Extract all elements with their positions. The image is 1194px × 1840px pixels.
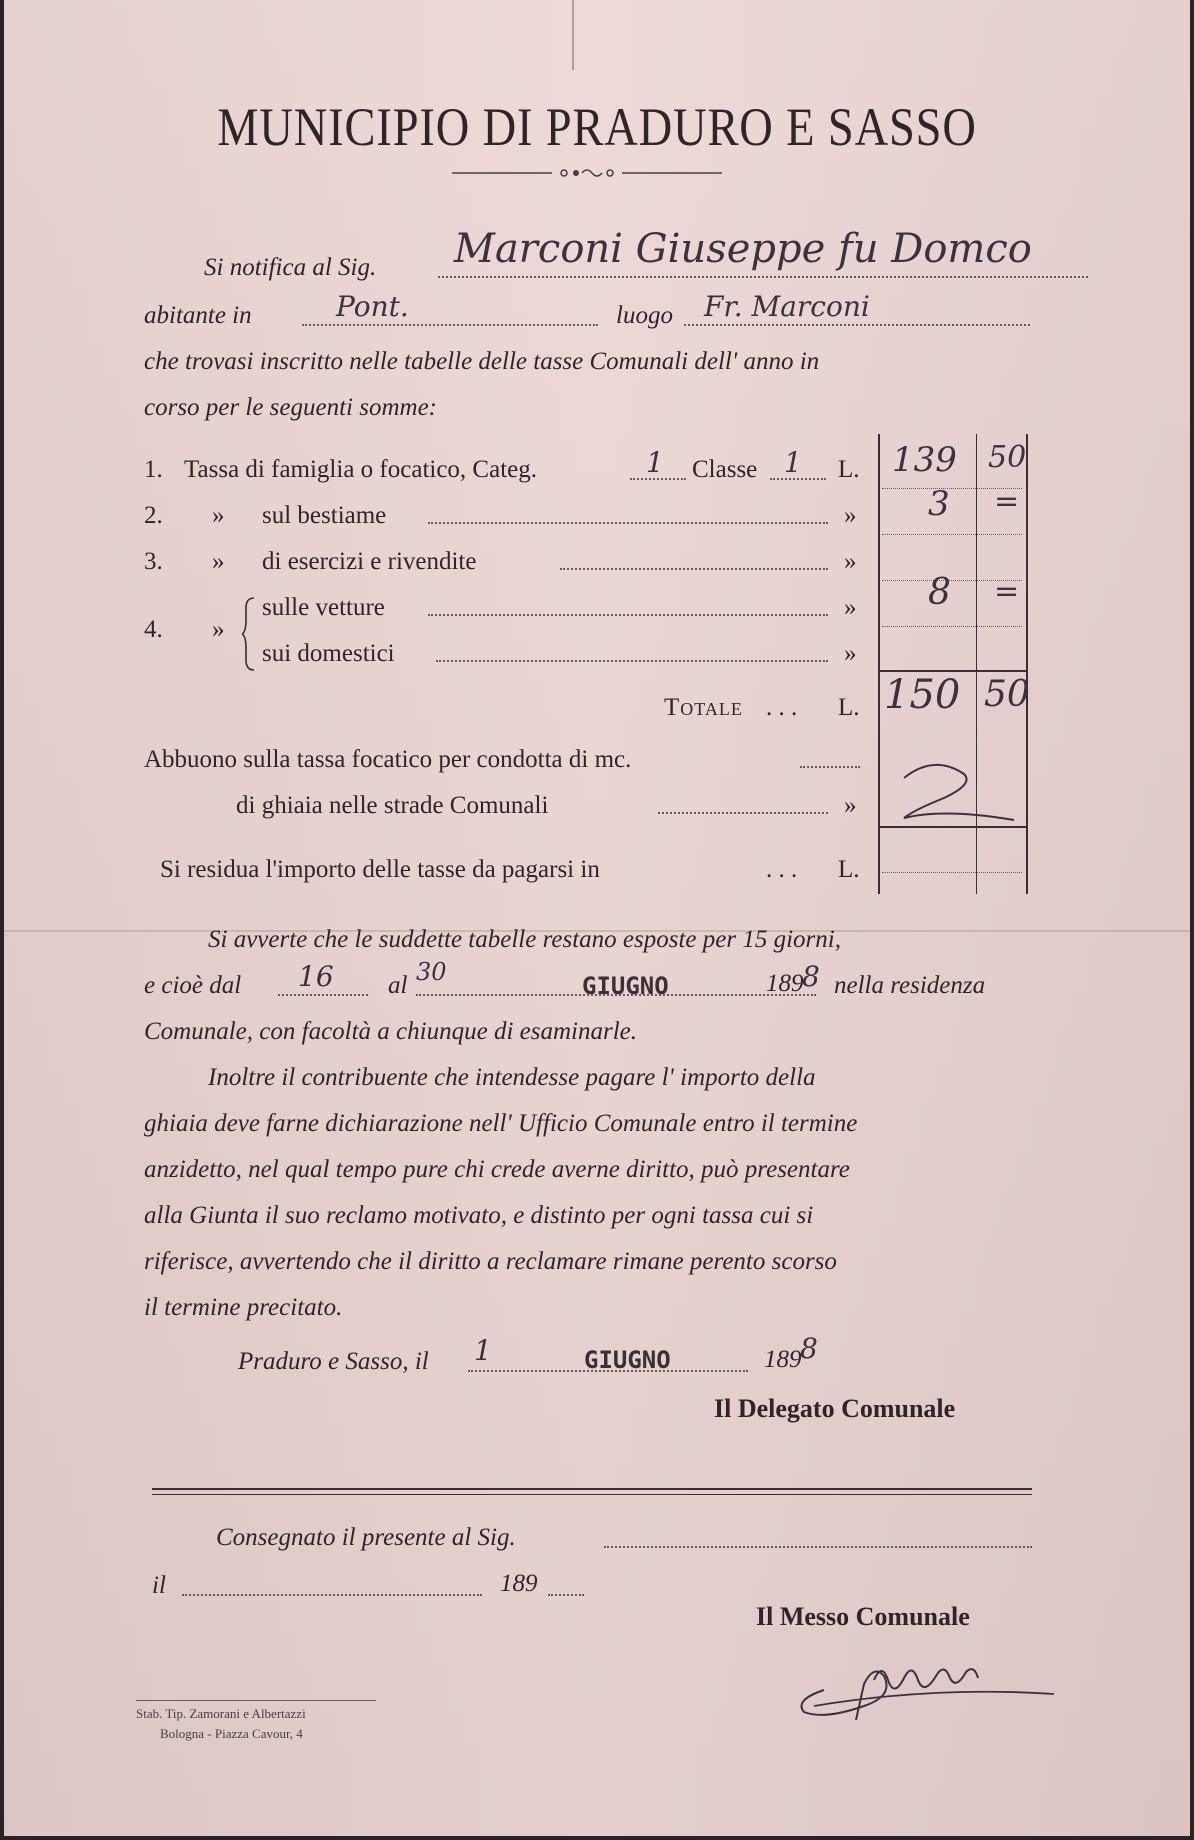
p1-line1: Si avverte che le suddette tabelle restano esposte per 15 giorni, <box>208 926 841 953</box>
receipt-year-prefix: 189 <box>500 1570 538 1597</box>
document-sheet <box>4 0 1190 1836</box>
luogo-label: luogo <box>616 302 673 329</box>
receipt-name-line <box>604 1546 1032 1548</box>
row3-quote: » <box>212 548 225 575</box>
total-lire: 150 <box>884 672 961 718</box>
messo-signature <box>784 1650 1084 1720</box>
table-left-rule <box>878 434 880 894</box>
p1-dal: 16 <box>298 960 334 993</box>
p2-line5: riferisce, avvertendo che il diritto a reclamare rimane perento scorso <box>144 1248 837 1275</box>
row4b-dots <box>436 660 828 662</box>
receipt-il: il <box>152 1572 166 1599</box>
p1-e-cioe: e cioè dal <box>144 972 242 999</box>
row2-cent: = <box>994 484 1020 519</box>
separator-rule-bottom <box>152 1494 1032 1495</box>
receipt-consegnato: Consegnato il presente al Sig. <box>216 1524 516 1551</box>
row3-label: di esercizi e rivendite <box>262 548 477 575</box>
p1-year-hand: 8 <box>802 960 820 993</box>
total-dots: . . . <box>766 694 798 721</box>
row1-number: 1. <box>144 456 163 483</box>
title-ornament <box>452 166 722 180</box>
row1-cent: 50 <box>988 440 1027 475</box>
row4a-dots <box>428 614 828 616</box>
row4-quote: » <box>212 616 225 643</box>
sign-year-hand: 8 <box>800 1332 818 1365</box>
table-right-rule <box>1026 434 1028 894</box>
cell-rule-2 <box>882 534 1022 535</box>
table-cent-rule <box>976 434 977 894</box>
abbuono-dots <box>658 812 828 814</box>
separator-rule-top <box>152 1488 1032 1490</box>
row3-dots <box>560 568 828 570</box>
cell-rule-4 <box>882 626 1022 627</box>
printer-line1: Stab. Tip. Zamorani e Albertazzi <box>136 1706 306 1721</box>
total-cent: 50 <box>984 674 1030 715</box>
abbuono-line2: di ghiaia nelle strade Comunali <box>236 792 549 819</box>
row2-dots <box>428 522 828 524</box>
residua-currency: L. <box>838 856 860 883</box>
row1-classe-label: Classe <box>692 456 758 483</box>
abbuono-rule <box>878 826 1028 828</box>
residua-label: Si residua l'importo delle tasse da pagarsi in <box>160 856 600 883</box>
document-title: MUNICIPIO DI PRADURO E SASSO <box>217 97 977 157</box>
row1-label: Tassa di famiglia o focatico, Categ. <box>184 456 537 483</box>
row4a-label: sulle vetture <box>262 594 385 621</box>
total-currency: L. <box>838 694 860 721</box>
notice-intro: Si notifica al Sig. <box>204 254 377 281</box>
paper-tear <box>572 0 574 70</box>
printer-line2: Bologna - Piazza Cavour, 4 <box>160 1726 303 1741</box>
abbuono-dash-mark <box>884 756 1024 822</box>
name-line <box>438 276 1088 278</box>
sign-month-stamp: GIUGNO <box>584 1346 671 1374</box>
row1-classe: 1 <box>784 446 802 479</box>
row4a-cent: = <box>994 574 1020 609</box>
abbuono-mc-line <box>800 766 860 768</box>
sign-place: Praduro e Sasso, il <box>238 1348 429 1375</box>
receipt-date-line <box>182 1594 482 1596</box>
row4-brace <box>242 596 256 672</box>
luogo-line <box>684 324 1030 326</box>
row4a-lire: 8 <box>928 572 951 613</box>
row4-number: 4. <box>144 616 163 643</box>
receipt-year-line <box>548 1594 584 1596</box>
row2-mark: » <box>844 502 857 529</box>
delegate-title: Il Delegato Comunale <box>714 1394 956 1423</box>
cell-rule-5 <box>882 872 1022 873</box>
row2-number: 2. <box>144 502 163 529</box>
row2-quote: » <box>212 502 225 529</box>
residua-dots: . . . <box>766 856 798 883</box>
abitante-value: Pont. <box>336 290 409 323</box>
recipient-name-handwritten: Marconi Giuseppe fu Domco <box>454 226 1032 272</box>
p2-line6: il termine precitato. <box>144 1294 343 1321</box>
row1-categ: 1 <box>646 446 664 479</box>
row1-lire: 139 <box>892 440 957 480</box>
row4b-label: sui domestici <box>262 640 395 667</box>
notice-line3: che trovasi inscritto nelle tabelle delle tasse Comunali dell' anno in <box>144 348 820 375</box>
p1-tail: nella residenza <box>834 972 986 999</box>
p1-al-label: al <box>388 972 408 999</box>
row1-currency: L. <box>838 456 860 483</box>
abitante-line <box>302 324 598 326</box>
row3-number: 3. <box>144 548 163 575</box>
p1-al: 30 <box>416 958 447 986</box>
p2-line1: Inoltre il contribuente che intendesse pagare l' importo della <box>208 1064 816 1091</box>
luogo-value: Fr. Marconi <box>704 290 870 323</box>
total-label: Totale <box>664 694 743 721</box>
abbuono-line1: Abbuono sulla tassa focatico per condotta di mc. <box>144 746 632 773</box>
row2-label: sul bestiame <box>262 502 387 529</box>
row4b-mark: » <box>844 640 857 667</box>
p2-line3: anzidetto, nel qual tempo pure chi crede averne diritto, può presentare <box>144 1156 850 1183</box>
row3-mark: » <box>844 548 857 575</box>
p1-month-stamp: GIUGNO <box>582 972 669 1000</box>
abbuono-mark: » <box>844 792 857 819</box>
sign-day: 1 <box>474 1334 492 1367</box>
row4a-mark: » <box>844 594 857 621</box>
row2-lire: 3 <box>928 484 950 524</box>
printer-rule <box>136 1700 376 1701</box>
p1-line3: Comunale, con facoltà a chiunque di esaminarle. <box>144 1018 637 1045</box>
p2-line4: alla Giunta il suo reclamo motivato, e distinto per ogni tassa cui si <box>144 1202 814 1229</box>
messo-title: Il Messo Comunale <box>756 1602 970 1631</box>
sign-year-prefix: 189 <box>764 1346 802 1373</box>
abitante-label: abitante in <box>144 302 252 329</box>
p2-line2: ghiaia deve farne dichiarazione nell' Ufficio Comunale entro il termine <box>144 1110 858 1137</box>
dal-line <box>278 994 368 996</box>
notice-line4: corso per le seguenti somme: <box>144 394 437 421</box>
p1-year-prefix: 189 <box>766 970 804 997</box>
